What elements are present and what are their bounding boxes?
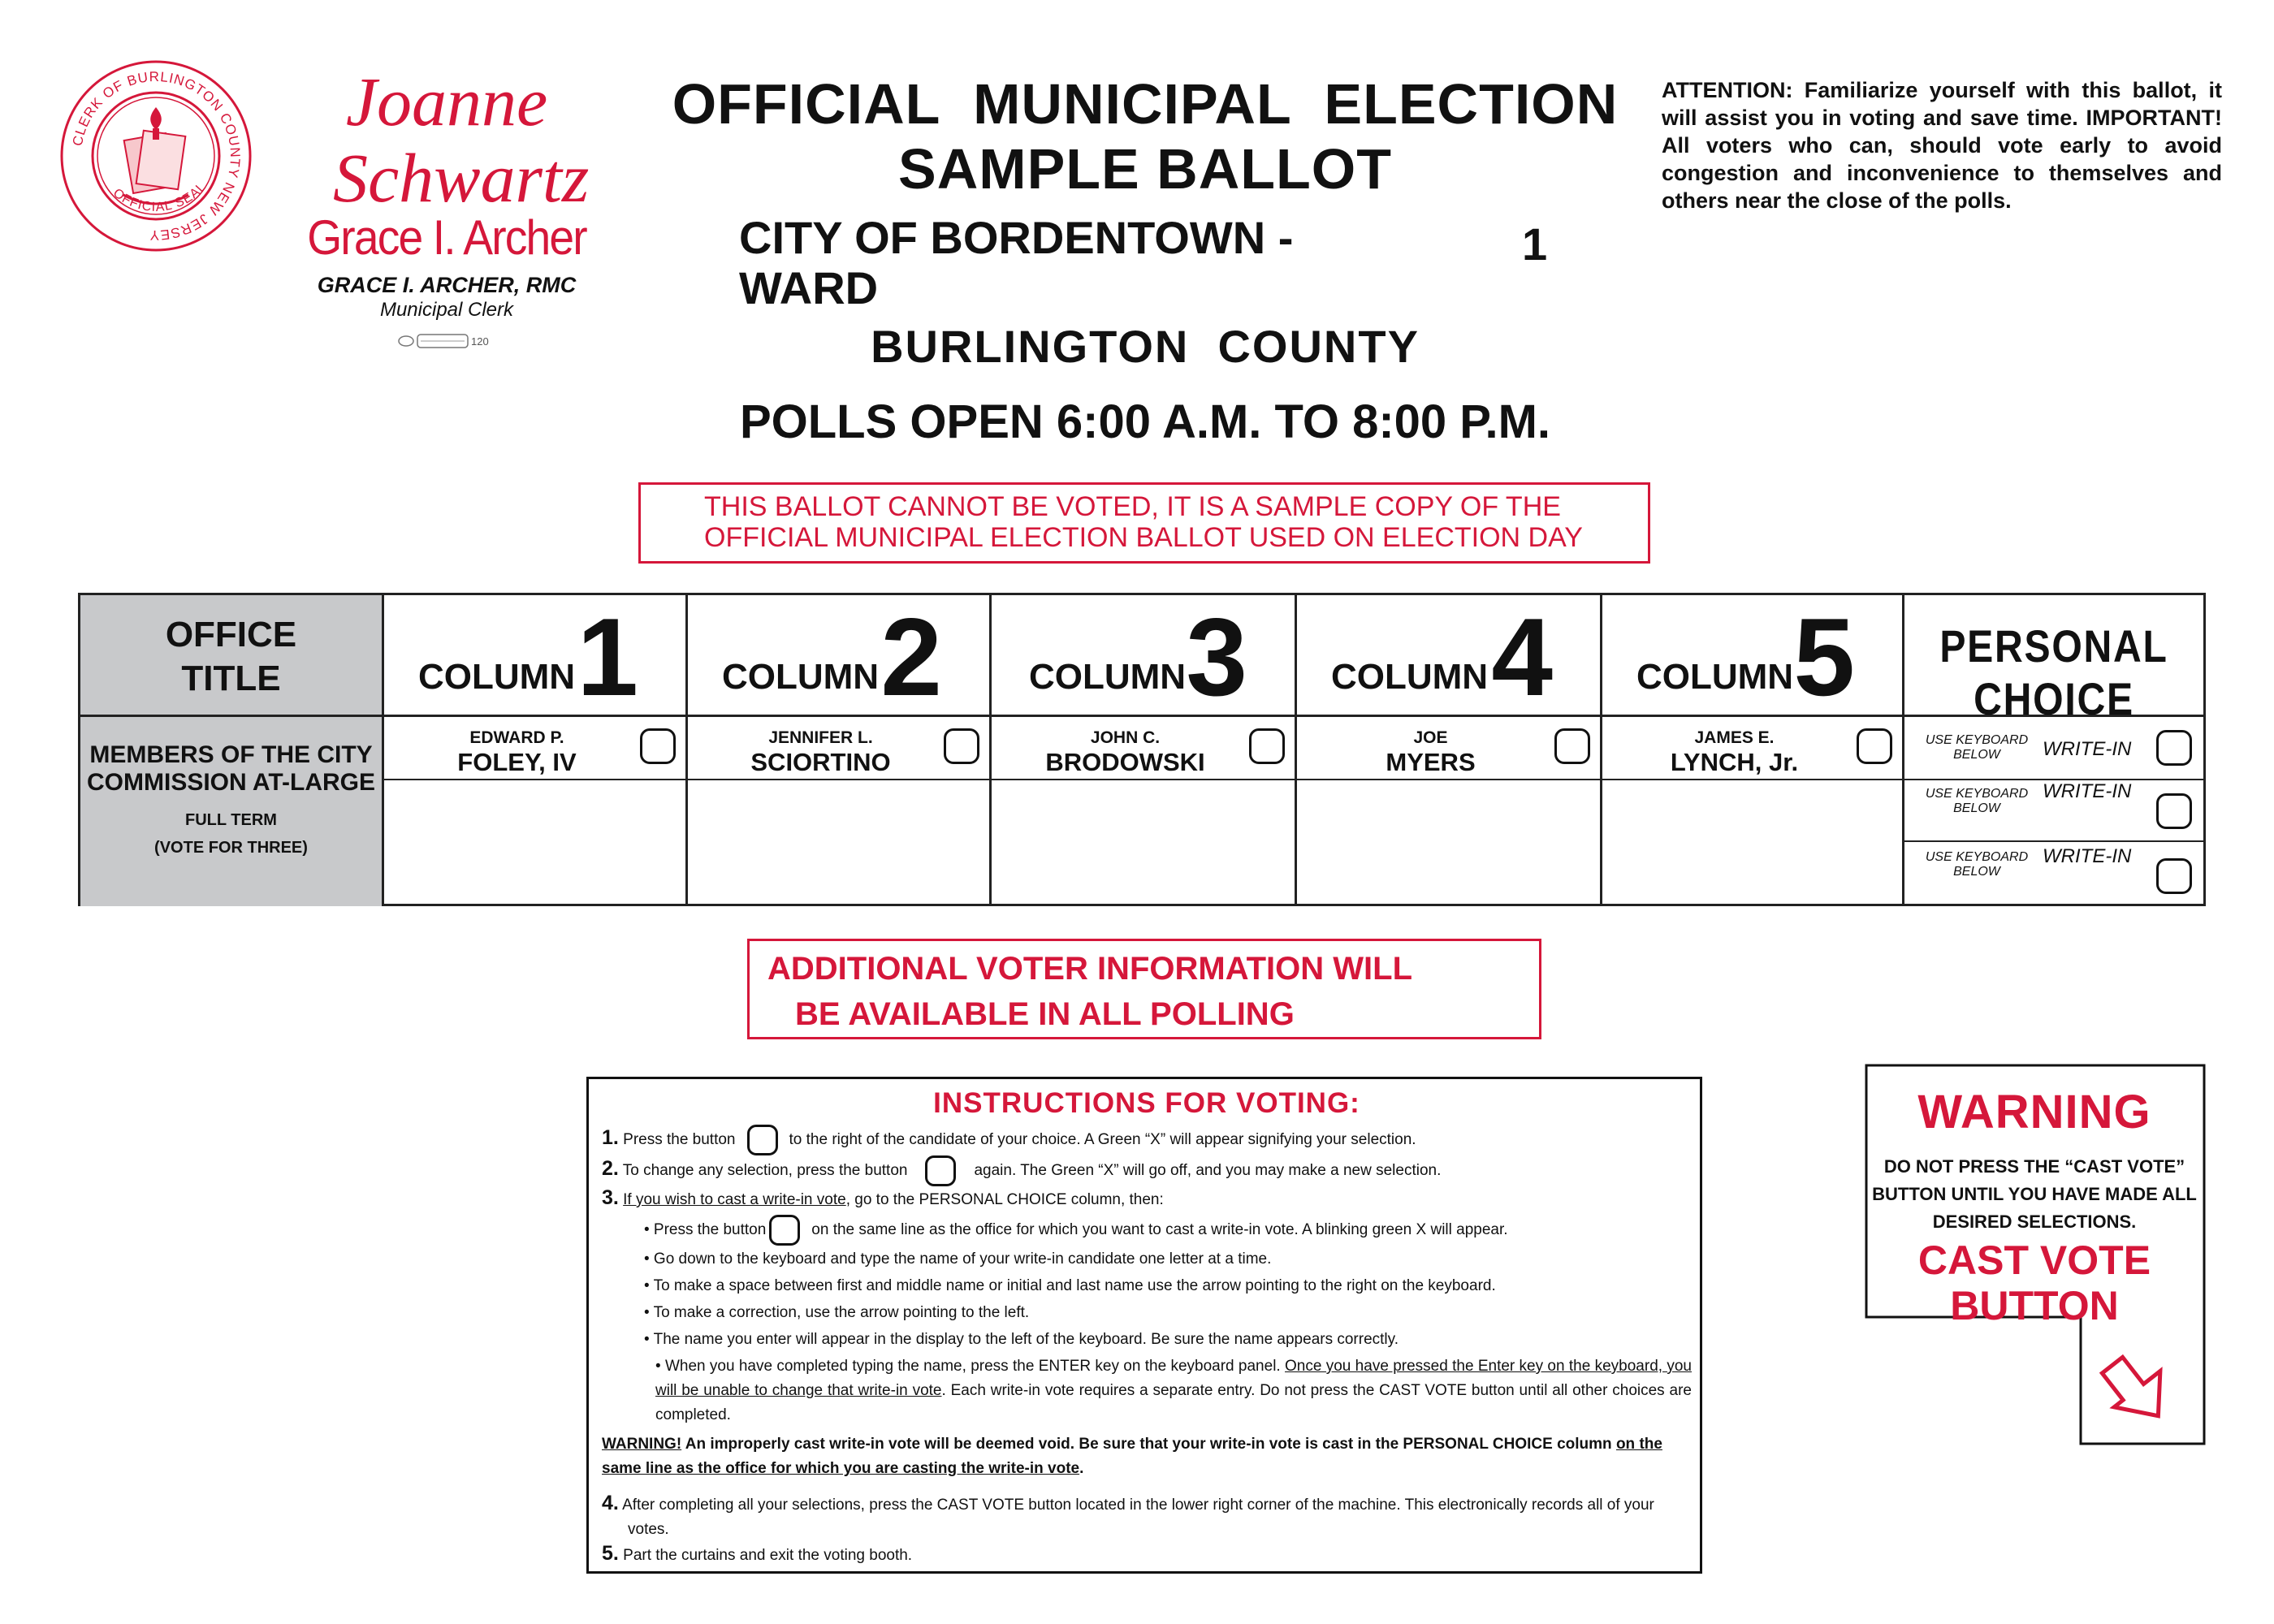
county-name: BURLINGTON COUNTY bbox=[871, 321, 1420, 372]
column-number: 2 bbox=[880, 595, 942, 719]
write-in-bullet-5: • The name you enter will appear in the display to the left of the keyboard. Be sure the name appears correctly. bbox=[644, 1331, 1399, 1348]
polls-hours: POLLS OPEN 6:00 A.M. TO 8:00 P.M. bbox=[739, 395, 1551, 448]
office-title-header bbox=[80, 595, 384, 715]
instruction-step-3 bbox=[602, 1186, 1692, 1212]
clerk-signature-1: Joanne Schwartz bbox=[333, 63, 590, 217]
candidate-entry bbox=[688, 717, 989, 780]
clerk-stamp-number: 120 bbox=[471, 335, 489, 348]
candidate-last-name: BRODOWSKI bbox=[1045, 748, 1205, 776]
column-header-2 bbox=[688, 595, 992, 719]
vote-button-brodowski[interactable] bbox=[1249, 728, 1285, 764]
cast-vote-label bbox=[1868, 1237, 2201, 1328]
step-number: 4. bbox=[602, 1492, 619, 1514]
county-clerk-seal bbox=[58, 58, 253, 253]
candidate-cell-4 bbox=[1297, 717, 1602, 906]
ballot-title-line1: OFFICIAL MUNICIPAL ELECTION bbox=[672, 72, 1619, 136]
city-ward: CITY OF BORDENTOWN - WARD bbox=[739, 212, 1294, 313]
office-header-line2: TITLE bbox=[181, 659, 281, 698]
warning-text-underlined: on the same line as the office for which you are casting the write-in vote bbox=[602, 1436, 1662, 1477]
write-in-bullet-3: • To make a space between first and middle name or initial and last name use the arrow pointing to the right on the keyboard. bbox=[644, 1277, 1496, 1294]
vote-button-lynch[interactable] bbox=[1857, 728, 1892, 764]
step-text: again. The Green “X” will go off, and you may make a new selection. bbox=[974, 1162, 1442, 1180]
step-number: 3. bbox=[602, 1186, 619, 1209]
vote-button-sciortino[interactable] bbox=[944, 728, 979, 764]
step-text: To change any selection, press the button bbox=[622, 1162, 908, 1180]
step-number: 5. bbox=[602, 1542, 619, 1565]
column-header-3 bbox=[992, 595, 1297, 719]
candidate-first-name: EDWARD P. bbox=[469, 728, 564, 747]
instruction-step-1 bbox=[602, 1125, 1692, 1155]
write-in-button-1[interactable] bbox=[2156, 730, 2192, 766]
candidate-cell-5 bbox=[1602, 717, 1904, 906]
write-in-button-3[interactable] bbox=[2156, 858, 2192, 894]
write-in-keyboard-hint: USE KEYBOARD BELOW bbox=[1925, 733, 2029, 762]
write-in-row-1 bbox=[1904, 717, 2203, 780]
candidate-entry bbox=[384, 717, 685, 780]
warning-label: WARNING! bbox=[602, 1436, 682, 1453]
additional-info-line1: ADDITIONAL VOTER INFORMATION WILL bbox=[767, 951, 1413, 987]
candidate-entry bbox=[1297, 717, 1600, 780]
candidate-first-name: JOE bbox=[1413, 728, 1448, 747]
seal-ring-text: CLERK OF BURLINGTON COUNTY NEW JERSEY bbox=[69, 68, 244, 244]
column-word: COLUMN bbox=[418, 657, 576, 697]
write-in-row-3 bbox=[1904, 842, 2203, 906]
candidate-last-name: FOLEY, IV bbox=[457, 748, 577, 776]
write-in-bullet-2: • Go down to the keyboard and type the name of your write-in candidate one letter at a time. bbox=[644, 1250, 1272, 1268]
write-in-label: WRITE-IN bbox=[2043, 738, 2132, 760]
additional-info-line2: BE AVAILABLE IN ALL POLLING bbox=[795, 996, 1295, 1032]
warning-text: An improperly cast write-in vote will be deemed void. Be sure that your write-in vote is cast in the PERSONAL CHOICE column bbox=[681, 1436, 1616, 1453]
candidate-first-name: JOHN C. bbox=[1090, 728, 1161, 747]
column-number: 4 bbox=[1491, 595, 1553, 719]
ballot-header-row bbox=[80, 595, 2203, 724]
vote-for-count: (VOTE FOR THREE) bbox=[154, 839, 308, 857]
instruction-step-4 bbox=[602, 1491, 1692, 1542]
instruction-step-2 bbox=[602, 1155, 1692, 1186]
ballot-grid bbox=[78, 593, 2206, 906]
vote-button-myers[interactable] bbox=[1554, 728, 1590, 764]
candidate-entry bbox=[1602, 717, 1902, 780]
step-text: to the right of the candidate of your choice. A Green “X” will appear signifying your selection. bbox=[789, 1131, 1416, 1149]
instruction-step-5 bbox=[602, 1542, 1692, 1567]
column-word: COLUMN bbox=[1331, 657, 1489, 697]
candidate-entry bbox=[992, 717, 1295, 780]
step-text: Press the button bbox=[623, 1131, 736, 1149]
column-header-5 bbox=[1602, 595, 1904, 719]
office-header-line1: OFFICE bbox=[165, 615, 297, 654]
clerk-title: Municipal Clerk bbox=[379, 299, 514, 321]
clerk-name: GRACE I. ARCHER, RMC bbox=[317, 273, 577, 297]
vote-button-icon bbox=[925, 1155, 956, 1186]
candidate-cell-2 bbox=[688, 717, 992, 906]
vote-button-icon bbox=[769, 1215, 800, 1246]
attention-notice: ATTENTION: Familiarize yourself with this ballot, it will assist you in voting and save time. IMPORTANT! All voters who can, should vote early to avoid congestion and inconvenience to themselves and others near the close of the polls. bbox=[1662, 78, 2222, 213]
write-in-button-2[interactable] bbox=[2156, 793, 2192, 829]
personal-choice-header: PERSONAL CHOICE bbox=[1939, 620, 2168, 724]
write-in-keyboard-hint: USE KEYBOARD BELOW bbox=[1925, 787, 2029, 815]
write-in-bullet-1 bbox=[602, 1215, 1692, 1246]
vote-button-icon bbox=[747, 1125, 778, 1155]
seal-bottom-text: OFFICIAL SEAL bbox=[110, 179, 210, 215]
candidate-cell-3 bbox=[992, 717, 1297, 906]
write-in-bullet-6 bbox=[602, 1354, 1692, 1427]
bullet-text: . Each write-in vote requires a separate entry. Do not press the CAST VOTE button until all other choices are completed. bbox=[655, 1382, 1692, 1423]
step-text: Part the curtains and exit the voting booth. bbox=[623, 1547, 913, 1564]
warning-title: WARNING bbox=[1917, 1086, 2151, 1138]
write-in-row-2 bbox=[1904, 780, 2203, 842]
candidate-cell-1 bbox=[384, 717, 688, 906]
column-number: 3 bbox=[1186, 595, 1247, 719]
ballot-title-line2: SAMPLE BALLOT bbox=[898, 137, 1392, 201]
step-text: After completing all your selections, press the CAST VOTE button located in the lower right corner of the machine. This electronically records all of your votes. bbox=[622, 1497, 1654, 1538]
write-in-warning bbox=[602, 1432, 1692, 1481]
candidate-first-name: JAMES E. bbox=[1694, 728, 1775, 747]
bullet-text: • When you have completed typing the name, press the ENTER key on the keyboard panel. bbox=[655, 1358, 1286, 1375]
column-word: COLUMN bbox=[1636, 657, 1794, 697]
column-word: COLUMN bbox=[1029, 657, 1187, 697]
bullet-text: • Press the button bbox=[644, 1221, 767, 1239]
column-number: 5 bbox=[1793, 595, 1855, 719]
office-term: FULL TERM bbox=[185, 811, 277, 829]
bullet-text: on the same line as the office for which you want to cast a write-in vote. A blinking green X will appear. bbox=[811, 1221, 1508, 1239]
candidate-last-name: MYERS bbox=[1386, 748, 1476, 776]
write-in-keyboard-hint: USE KEYBOARD BELOW bbox=[1925, 850, 2029, 879]
warning-text: DO NOT PRESS THE “CAST VOTE” BUTTON UNTIL YOU HAVE MADE ALL DESIRED SELECTIONS. bbox=[1872, 1156, 2197, 1232]
sample-notice: THIS BALLOT CANNOT BE VOTED, IT IS A SAMPLE COPY OF THE OFFICIAL MUNICIPAL ELECTION BALLOT USED ON ELECTION DAY bbox=[638, 482, 1650, 564]
office-row bbox=[80, 717, 2203, 906]
warning-text: . bbox=[1079, 1460, 1084, 1477]
cast-vote-line2: BUTTON bbox=[1950, 1283, 2119, 1328]
office-cell bbox=[80, 717, 384, 906]
personal-choice-cell bbox=[1904, 717, 2203, 906]
voting-instructions bbox=[586, 1077, 1702, 1574]
ward-number: 1 bbox=[1522, 218, 1548, 270]
candidate-last-name: SCIORTINO bbox=[750, 748, 891, 776]
down-right-arrow-icon bbox=[2099, 1351, 2180, 1436]
column-header-4 bbox=[1297, 595, 1602, 719]
step-text: , go to the PERSONAL CHOICE column, then: bbox=[845, 1191, 1164, 1208]
step-text-underlined: If you wish to cast a write-in vote bbox=[623, 1191, 846, 1208]
ballot-title bbox=[650, 71, 1641, 201]
write-in-label: WRITE-IN bbox=[2043, 845, 2132, 867]
cast-vote-line1: CAST VOTE bbox=[1917, 1237, 2151, 1283]
clerk-stamp-icon bbox=[395, 331, 500, 351]
step-number: 1. bbox=[602, 1126, 619, 1150]
column-number: 1 bbox=[577, 595, 638, 719]
candidate-first-name: JENNIFER L. bbox=[768, 728, 873, 747]
candidate-last-name: LYNCH, Jr. bbox=[1670, 748, 1799, 776]
step-number: 2. bbox=[602, 1157, 619, 1181]
office-name: MEMBERS OF THE CITY COMMISSION AT-LARGE bbox=[87, 741, 375, 796]
vote-button-foley[interactable] bbox=[640, 728, 676, 764]
column-word: COLUMN bbox=[722, 657, 880, 697]
additional-info-notice bbox=[747, 939, 1541, 1039]
write-in-label: WRITE-IN bbox=[2043, 780, 2132, 802]
column-header-1 bbox=[384, 595, 688, 719]
instructions-title: INSTRUCTIONS FOR VOTING: bbox=[933, 1087, 1360, 1119]
clerk-signature-2: Grace I. Archer bbox=[307, 210, 586, 265]
write-in-bullet-4: • To make a correction, use the arrow pointing to the left. bbox=[644, 1304, 1030, 1321]
bullet-text-underlined: Once you have pressed the Enter key on the keyboard, you will be unable to change that write-in vote bbox=[655, 1358, 1692, 1399]
